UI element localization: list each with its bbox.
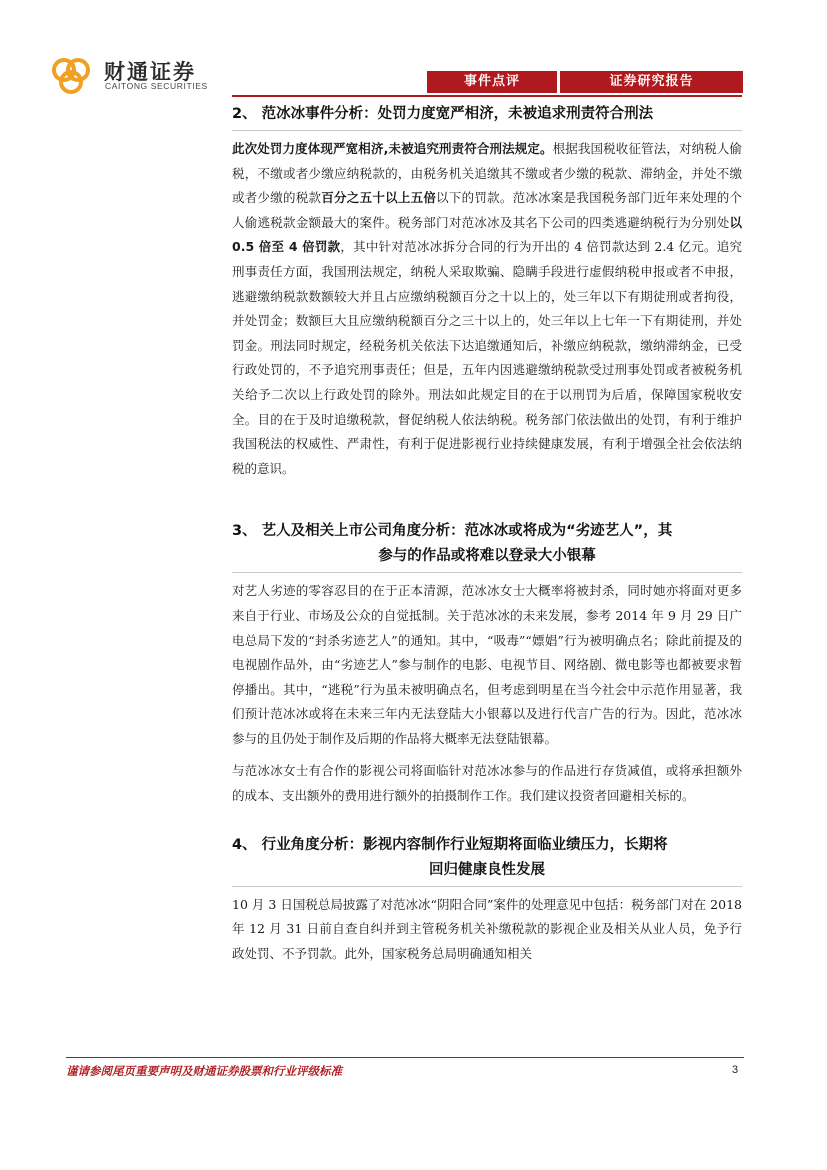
header-tabs xyxy=(427,71,743,93)
section-4-divider xyxy=(232,886,742,887)
section-3-heading-line-1: 3、 艺人及相关上市公司角度分析：范冰冰或将成为“劣迹艺人”，其 xyxy=(232,523,673,540)
caitong-logo-icon xyxy=(48,52,94,98)
report-body xyxy=(232,97,742,966)
section-3-heading-line-2: 参与的作品或将难以登录大小银幕 xyxy=(378,548,596,565)
report-type-tab: 事件点评 xyxy=(427,71,557,93)
footer-divider xyxy=(66,1057,744,1058)
logo-company-name-en: CAITONG SECURITIES xyxy=(105,81,208,91)
page-number: 3 xyxy=(732,1064,739,1076)
section-2-bold-penalty-range: 百分之五十以上五倍 xyxy=(321,190,437,206)
section-2-text-1: 根据我国税收征管法，对纳税人偷税，不缴或者少缴应纳税款的，由税务机关追缴其不缴或者少缴的税款、滞纳金，并处不缴或者少缴的税款 xyxy=(232,141,742,206)
section-3-paragraph-1: 对艺人劣迹的零容忍目的在于正本清源，范冰冰女士大概率将被封杀，同时她亦将面对更多来自于行业、市场及公众的自觉抵制。关于范冰冰的未来发展，参考 2014 年 9 月 29 日广电总局下发的“封杀劣迹艺人”的通知。其中，“吸毒”“嫖娼”行为被明确点名；除此前提及的电视剧作品外，由“劣迹艺人”参与制作的电影、电视节目、网络剧、微电影等也都被要求暂停播出。其中，“逃税”行为虽未被明确点名，但考虑到明星在当今社会中示范作用显著，我们预计范冰冰或将在未来三年内无法登陆大小银幕以及进行代言广告的行为。因此，范冰冰参与的且仍处于制作及后期的作品将大概率无法登陆银幕。 xyxy=(232,583,742,746)
section-4-heading-line-1: 4、 行业角度分析：影视内容制作行业短期将面临业绩压力，长期将 xyxy=(232,836,668,853)
logo-company-name: 财通证券 xyxy=(104,60,196,84)
section-3-divider xyxy=(232,572,742,573)
section-4-paragraph: 10 月 3 日国税总局披露了对范冰冰“阴阳合同”案件的处理意见中包括：税务部门对在 2018 年 12 月 31 日前自查自纠并到主管税务机关补缴税款的影视企业及相关从业人员，免予行政处罚、不予罚款。此外，国家税务总局明确通知相关 xyxy=(232,896,742,961)
section-2-divider xyxy=(232,130,742,131)
section-3-heading xyxy=(232,481,742,569)
section-2-text-3: ，其中针对范冰冰拆分合同的行为开出的 4 倍罚款达到 2.4 亿元。追究刑事责任方面，我国刑法规定，纳税人采取欺骗、隐瞒手段进行虚假纳税申报或者不申报，逃避缴纳税款数额较大并且占应缴纳税额百分之十以上的，处三年以下有期徒刑或者拘役，并处罚金；数额巨大且应缴纳税额百分之三十以上的，处三年以上七年一下有期徒刑，并处罚金。刑法同时规定，经税务机关依法下达追缴通知后，补缴应纳税款，缴纳滞纳金，已受行政处罚的，不予追究刑事责任；但是，五年内因逃避缴纳税款受过刑事处罚或者被税务机关给予二次以上行政处罚的除外。刑法如此规定目的在于以刑罚为后盾，保障国家税收安全。目的在于及时追缴税款，督促纳税人依法纳税。税务部门依法做出的处罚，有利于维护我国税法的权威性、严肃性，有利于促进影视行业持续健康发展，有利于增强全社会依法纳税的意识。 xyxy=(232,239,742,476)
section-4-heading-line-2: 回归健康良性发展 xyxy=(429,861,545,878)
section-2-bold-fine-range: 以 0.5 倍至 4 倍罚款 xyxy=(232,214,742,255)
section-2-paragraph xyxy=(232,137,742,481)
company-logo xyxy=(48,50,248,98)
section-3-paragraph-2: 与范冰冰女士有合作的影视公司将面临针对范冰冰参与的作品进行存货减值，或将承担额外的成本、支出额外的费用进行额外的拍摄制作工作。我们建议投资者回避相关标的。 xyxy=(232,763,742,804)
report-category-tab: 证券研究报告 xyxy=(560,71,743,93)
section-2-heading: 2、 范冰冰事件分析：处罚力度宽严相济，未被追求刑责符合刑法 xyxy=(232,106,654,122)
section-2-lead-bold: 此次处罚力度体现严宽相济,未被追究刑责符合刑法规定。 xyxy=(232,141,553,156)
section-2-text-2: 以下的罚款。范冰冰案是我国税务部门近年来处理的个人偷逃税款金额最大的案件。税务部门对范冰冰及其名下公司的四类逃避纳税行为分别处 xyxy=(232,190,742,230)
footer-disclaimer: 谨请参阅尾页重要声明及财通证券股票和行业评级标准 xyxy=(66,1064,342,1078)
section-4-heading xyxy=(232,809,742,883)
